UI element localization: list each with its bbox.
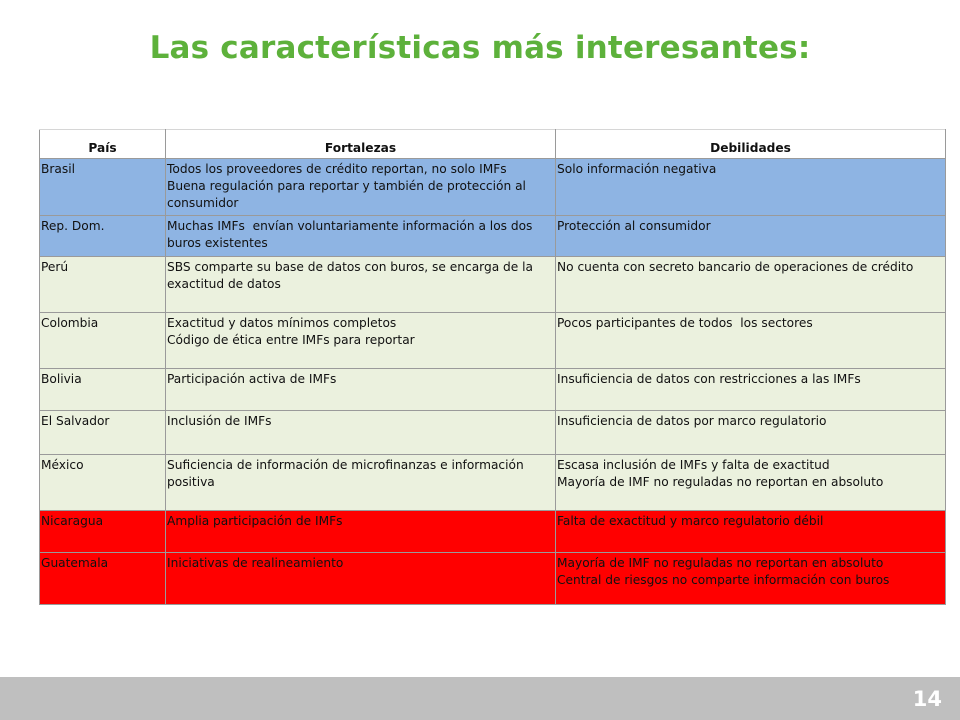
cell-fortalezas xyxy=(166,257,556,313)
cell-line: Protección al consumidor xyxy=(557,219,711,233)
table-row xyxy=(40,455,946,511)
table-row xyxy=(40,553,946,605)
cell-debilidades xyxy=(556,511,946,553)
cell-line: Solo información negativa xyxy=(557,162,717,176)
cell-line: No cuenta con secreto bancario de operaciones de crédito xyxy=(557,260,914,274)
cell-fortalezas xyxy=(166,511,556,553)
table-row xyxy=(40,257,946,313)
page-title: Las características más interesantes: xyxy=(149,30,811,66)
cell-debilidades xyxy=(556,216,946,257)
cell-debilidades xyxy=(556,313,946,369)
cell-line: Insuficiencia de datos por marco regulatorio xyxy=(557,414,827,428)
cell-line: Código de ética entre IMFs para reportar xyxy=(167,333,415,347)
table-header-row xyxy=(40,130,946,159)
footer-bar xyxy=(0,677,960,720)
cell-debilidades xyxy=(556,411,946,455)
cell-line: Mayoría de IMF no reguladas no reportan en absoluto xyxy=(557,475,884,489)
cell-line: Muchas IMFs envían voluntariamente información a los dos buros existentes xyxy=(167,219,537,250)
cell-line: Mayoría de IMF no reguladas no reportan en absoluto xyxy=(557,556,884,570)
cell-pais: El Salvador xyxy=(40,411,166,455)
table-row xyxy=(40,369,946,411)
cell-line: Suficiencia de información de microfinanzas e información positiva xyxy=(167,458,524,489)
cell-pais: Bolivia xyxy=(40,369,166,411)
table-row xyxy=(40,411,946,455)
cell-fortalezas xyxy=(166,455,556,511)
cell-line: Iniciativas de realineamiento xyxy=(167,556,344,570)
cell-debilidades xyxy=(556,159,946,216)
cell-debilidades xyxy=(556,553,946,605)
cell-pais: Brasil xyxy=(40,159,166,216)
comparison-table xyxy=(39,129,946,605)
cell-line: Falta de exactitud y marco regulatorio débil xyxy=(557,514,824,528)
cell-line: Participación activa de IMFs xyxy=(167,372,337,386)
cell-fortalezas xyxy=(166,369,556,411)
cell-pais: Perú xyxy=(40,257,166,313)
cell-pais: Nicaragua xyxy=(40,511,166,553)
cell-line: SBS comparte su base de datos con buros, se encarga de la exactitud de datos xyxy=(167,260,533,291)
cell-line: Inclusión de IMFs xyxy=(167,414,272,428)
header-fortalezas: Fortalezas xyxy=(166,130,556,159)
header-debilidades: Debilidades xyxy=(556,130,946,159)
cell-line: Amplia participación de IMFs xyxy=(167,514,343,528)
cell-line: Escasa inclusión de IMFs y falta de exactitud xyxy=(557,458,830,472)
cell-fortalezas xyxy=(166,216,556,257)
cell-line: Pocos participantes de todos los sectores xyxy=(557,316,813,330)
cell-debilidades xyxy=(556,369,946,411)
cell-line: Central de riesgos no comparte información con buros xyxy=(557,573,890,587)
cell-line: Exactitud y datos mínimos completos xyxy=(167,316,397,330)
cell-debilidades xyxy=(556,257,946,313)
cell-fortalezas xyxy=(166,313,556,369)
table-row xyxy=(40,216,946,257)
cell-fortalezas xyxy=(166,159,556,216)
table-row xyxy=(40,313,946,369)
cell-line: Buena regulación para reportar y también de protección al consumidor xyxy=(167,179,526,210)
cell-line: Insuficiencia de datos con restricciones a las IMFs xyxy=(557,372,861,386)
page-number: 14 xyxy=(912,687,942,711)
cell-pais: Rep. Dom. xyxy=(40,216,166,257)
cell-pais: Guatemala xyxy=(40,553,166,605)
header-pais: País xyxy=(40,130,166,159)
cell-debilidades xyxy=(556,455,946,511)
cell-line: Todos los proveedores de crédito reportan, no solo IMFs xyxy=(167,162,507,176)
cell-pais: Colombia xyxy=(40,313,166,369)
table-row xyxy=(40,159,946,216)
cell-pais: México xyxy=(40,455,166,511)
table-row xyxy=(40,511,946,553)
cell-fortalezas xyxy=(166,411,556,455)
cell-fortalezas xyxy=(166,553,556,605)
